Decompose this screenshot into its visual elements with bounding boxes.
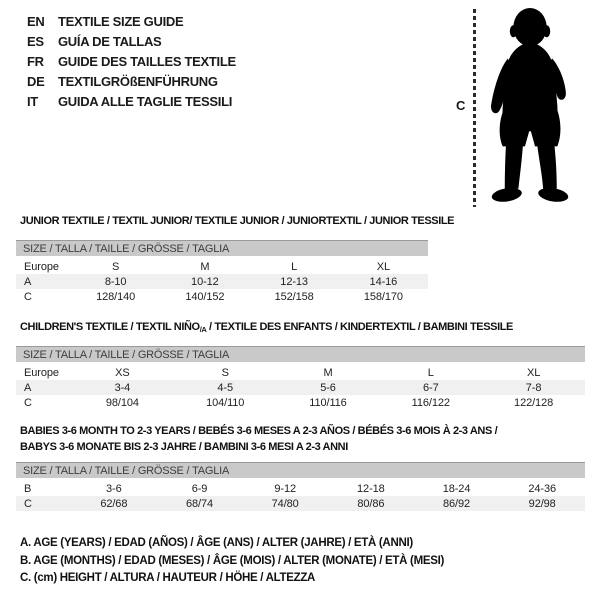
table-cell: L — [291, 260, 298, 273]
language-code: IT — [27, 93, 38, 109]
table-row-height — [16, 496, 585, 511]
title-part: / TEXTILE DES ENFANTS / KINDERTEXTIL / BAMBINI TESSILE — [206, 321, 513, 333]
language-label: TEXTILE SIZE GUIDE — [58, 13, 184, 29]
row-label: A — [24, 275, 32, 288]
section-title-children — [20, 321, 513, 334]
language-label: GUIDE DES TAILLES TEXTILE — [58, 53, 236, 69]
table-cell: 128/140 — [96, 290, 136, 303]
table-cell: 116/122 — [411, 396, 450, 409]
table-row-height — [16, 289, 428, 304]
table-cell: 104/110 — [206, 396, 245, 409]
legend-line-c: C. (cm) HEIGHT / ALTURA / HAUTEUR / HÖHE / ALTEZZA — [20, 572, 316, 584]
language-code: DE — [27, 73, 45, 89]
measurement-legend — [20, 535, 444, 588]
table-cell: 3-6 — [106, 482, 122, 495]
row-label: Europe — [24, 366, 59, 379]
language-label: TEXTILGRÖßENFÜHRUNG — [58, 73, 218, 89]
table-cell: S — [112, 260, 120, 273]
table-cell: 158/170 — [363, 290, 403, 303]
section-title-babies — [20, 424, 580, 455]
language-code: ES — [27, 33, 44, 49]
table-cell: L — [427, 366, 434, 379]
table-cell: 74/80 — [271, 497, 299, 510]
table-cell: 4-5 — [217, 381, 233, 394]
table-cell: XL — [526, 366, 541, 379]
language-row — [27, 11, 236, 31]
table-cell: 80/86 — [357, 497, 385, 510]
table-row-europe — [16, 259, 428, 274]
table-row-age — [16, 274, 428, 289]
size-table-children — [16, 346, 585, 410]
table-cell: 122/128 — [514, 396, 554, 409]
table-cell: 86/92 — [443, 497, 471, 510]
table-cell: 5-6 — [320, 381, 336, 394]
row-label: Europe — [24, 260, 59, 273]
table-cell: 98/104 — [105, 396, 139, 409]
row-label: C — [24, 497, 32, 510]
table-cell: 9-12 — [274, 482, 296, 495]
language-list — [27, 11, 236, 111]
language-row — [27, 71, 236, 91]
row-label: C — [24, 396, 32, 409]
size-header-bar: SIZE / TALLA / TAILLE / GRÖSSE / TAGLIA — [16, 462, 585, 478]
table-cell: M — [200, 260, 210, 273]
language-code: EN — [27, 13, 45, 29]
table-cell: 62/68 — [100, 497, 128, 510]
table-row-height — [16, 395, 585, 410]
table-cell: 12-13 — [280, 275, 308, 288]
table-cell: 6-9 — [191, 482, 208, 495]
language-row — [27, 51, 236, 71]
table-cell: 92/98 — [528, 497, 556, 510]
table-cell: XL — [376, 260, 390, 273]
language-label: GUÍA DE TALLAS — [58, 33, 162, 49]
measurement-figure — [450, 0, 600, 215]
language-code: FR — [27, 53, 44, 69]
title-line-2: BABYS 3-6 MONATE BIS 2-3 JAHRE / BAMBINI 3-6 MESI A 2-3 ANNI — [20, 440, 348, 453]
table-cell: M — [323, 366, 333, 379]
table-cell: 7-8 — [525, 381, 542, 394]
table-cell: 24-36 — [528, 482, 557, 495]
title-subscript: /A — [199, 325, 207, 334]
table-cell: 14-16 — [369, 275, 398, 288]
size-table-junior — [16, 240, 428, 304]
language-row — [27, 31, 236, 51]
language-row — [27, 91, 236, 111]
table-cell: 140/152 — [185, 290, 225, 303]
title-part: CHILDREN'S TEXTILE / TEXTIL NIÑO — [20, 321, 200, 333]
table-row-age — [16, 380, 585, 395]
table-row-europe — [16, 365, 585, 380]
height-dashed-line — [473, 9, 476, 207]
table-cell: 8-10 — [104, 275, 127, 288]
table-cell: 110/116 — [309, 396, 347, 409]
legend-line-a: A. AGE (YEARS) / EDAD (AÑOS) / ÂGE (ANS) / ALTER (JAHRE) / ETÀ (ANNI) — [20, 537, 413, 549]
size-header-bar: SIZE / TALLA / TAILLE / GRÖSSE / TAGLIA — [16, 240, 428, 256]
table-cell: XS — [115, 366, 130, 379]
language-label: GUIDA ALLE TAGLIE TESSILI — [58, 93, 233, 109]
size-table-babies — [16, 462, 585, 511]
table-cell: 18-24 — [442, 482, 471, 495]
size-header-bar: SIZE / TALLA / TAILLE / GRÖSSE / TAGLIA — [16, 346, 585, 362]
table-row-age-months — [16, 481, 585, 496]
row-label: C — [24, 290, 32, 303]
table-cell: 10-12 — [191, 275, 219, 288]
table-cell: 152/158 — [274, 290, 314, 303]
row-label: A — [24, 381, 32, 394]
section-title-junior: JUNIOR TEXTILE / TEXTIL JUNIOR/ TEXTILE JUNIOR / JUNIORTEXTIL / JUNIOR TESSILE — [20, 215, 455, 227]
legend-line-b: B. AGE (MONTHS) / EDAD (MESES) / ÂGE (MOIS) / ALTER (MONATE) / ETÀ (MESI) — [20, 554, 445, 567]
child-silhouette-image — [481, 6, 577, 208]
table-cell: 68/74 — [185, 497, 214, 510]
table-cell: S — [221, 366, 229, 379]
row-label: B — [24, 482, 32, 495]
title-line-1: BABIES 3-6 MONTH TO 2-3 YEARS / BEBÉS 3-6 MESES A 2-3 AÑOS / BÉBÉS 3-6 MOIS À 2-3 ANS / — [20, 425, 498, 437]
table-cell: 6-7 — [422, 381, 439, 394]
table-cell: 3-4 — [114, 381, 131, 394]
height-measure-label: C — [456, 98, 466, 113]
table-cell: 12-18 — [357, 482, 385, 495]
